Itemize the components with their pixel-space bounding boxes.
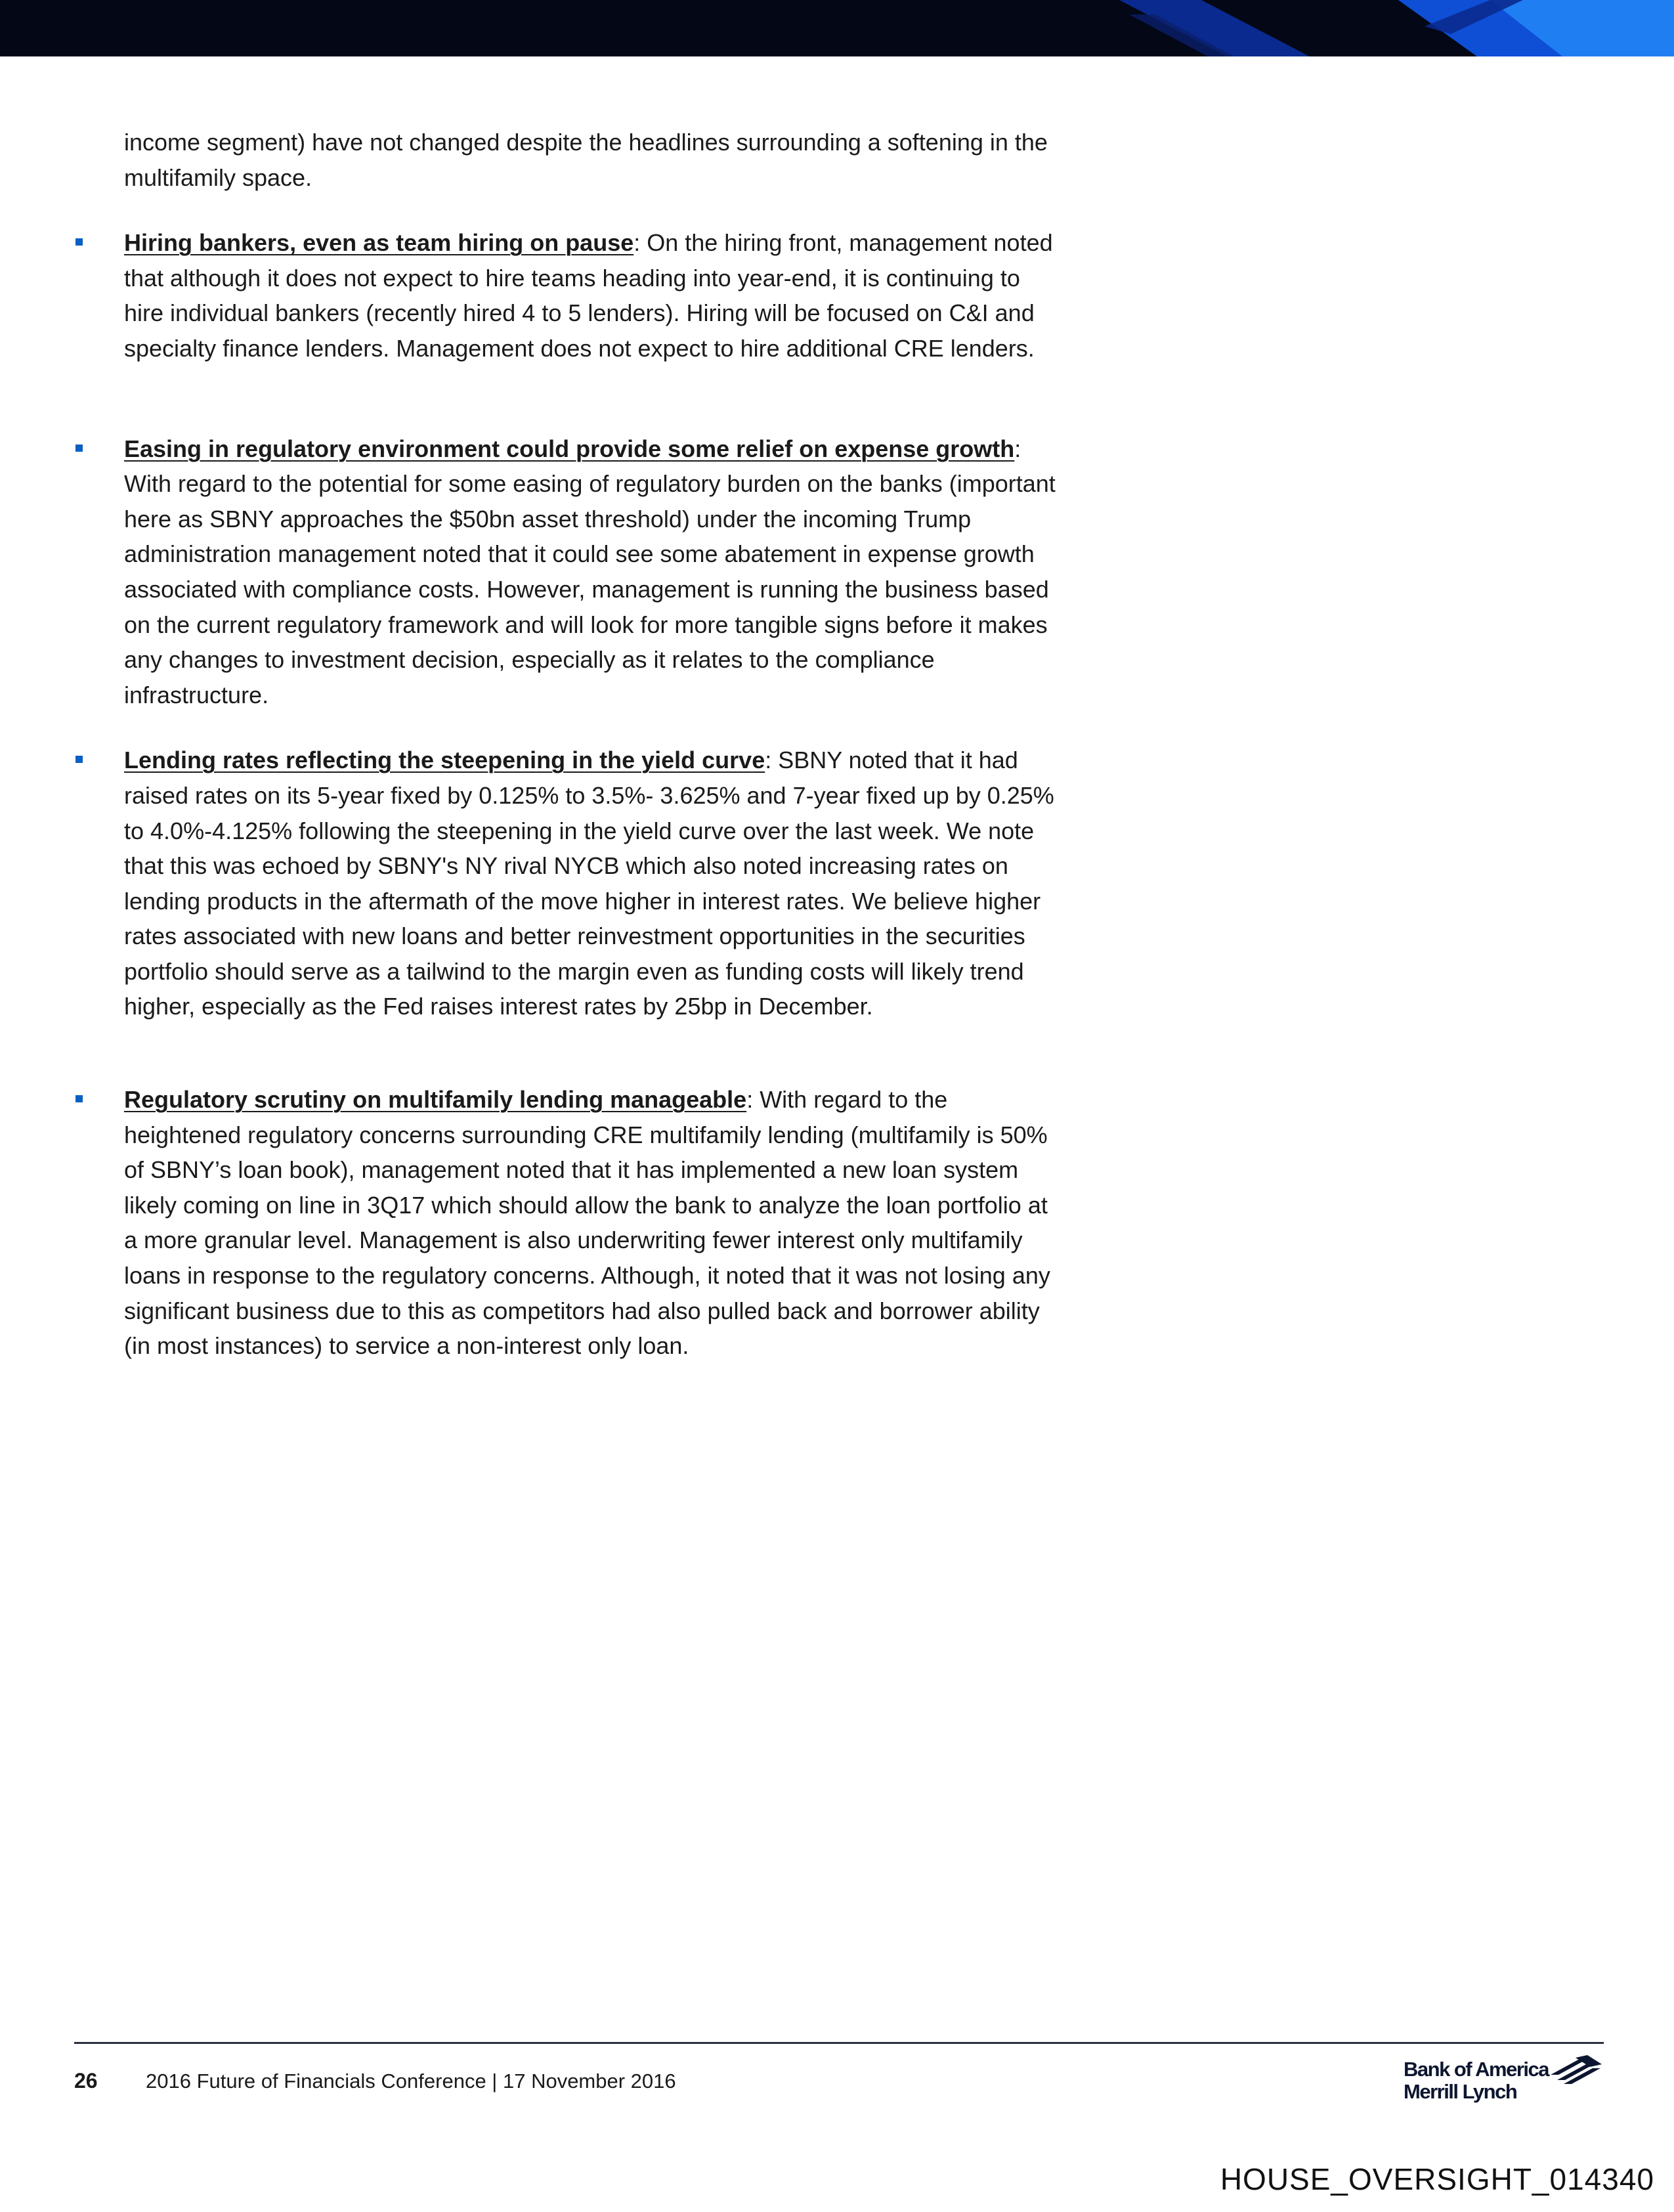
bullet-text: : On the hiring front, management noted that although it does not expect to hire teams heading into year-end, it is continuing to hire individual bankers (recently hired 4 to 5 lenders). Hiring will be focused on C&I and specialty finance lenders. Management does not expect to hire additional CRE lenders. [124,229,1053,362]
bullet-heading: Easing in regulatory environment could provide some relief on expense growth [124,435,1015,462]
bullet-regulatory-easing [124,431,1056,713]
bullet-text: : SBNY noted that it had raised rates on its 5-year fixed by 0.125% to 3.5%- 3.625% and 7-year fixed up by 0.25% to 4.0%-4.125% following the steepening in the yield curve over the last week. We note that this was echoed by SBNY's NY rival NYCB which also noted increasing rates on lending products in the aftermath of the move higher in interest rates. We believe higher rates associated with new loans and better reinvestment opportunities in the securities portfolio should serve as a tailwind to the margin even as funding costs will likely trend higher, especially as the Fed raises interest rates by 25bp in December. [124,747,1054,1020]
square-bullet-icon [75,756,83,763]
logo-line-1: Bank of America [1404,2058,1549,2081]
bullet-paragraph [124,1082,1056,1364]
header-chevron-graphic [0,0,1674,56]
continuation-paragraph: income segment) have not changed despite the headlines surrounding a softening in the multifamily space. [124,129,1048,191]
bullet-heading: Lending rates reflecting the steepening in the yield curve [124,747,765,774]
bullet-paragraph [124,431,1056,713]
square-bullet-icon [75,445,83,452]
flag-logo-icon [1549,2055,1603,2084]
bullet-lending-rates [124,743,1056,1024]
bullet-hiring-bankers [124,225,1056,366]
page-number: 26 [74,2069,98,2093]
logo-line-2: Merrill Lynch [1404,2080,1517,2103]
bank-of-america-merrill-lynch-logo [1404,2055,1607,2110]
header-band [0,0,1674,56]
article-body [124,125,1056,1364]
square-bullet-icon [75,1095,83,1102]
bates-stamp: HOUSE_OVERSIGHT_014340 [1220,2162,1654,2196]
square-bullet-icon [75,238,83,246]
bullet-text: : With regard to the potential for some easing of regulatory burden on the banks (important here as SBNY approaches the $50bn asset threshold) under the incoming Trump administration management noted that it could see some abatement in expense growth associated with compliance costs. However, management is running the business based on the current regulatory framework and will look for more tangible signs before it makes any changes to investment decision, especially as it relates to the compliance infrastructure. [124,435,1056,708]
bullet-paragraph [124,225,1056,366]
bullet-heading: Hiring bankers, even as team hiring on pause [124,229,634,257]
footer-divider [74,2042,1604,2044]
bullet-paragraph [124,743,1056,1024]
bullet-multifamily-scrutiny [124,1082,1056,1364]
bullet-heading: Regulatory scrutiny on multifamily lending manageable [124,1086,747,1114]
bullet-text: : With regard to the heightened regulatory concerns surrounding CRE multifamily lending (multifamily is 50% of SBNY’s loan book), management noted that it has implemented a new loan system likely coming on line in 3Q17 which should allow the bank to analyze the loan portfolio at a more granular level. Management is also underwriting fewer interest only multifamily loans in response to the regulatory concerns. Although, it noted that it was not losing any significant business due to this as competitors had also pulled back and borrower ability (in most instances) to service a non-interest only loan. [124,1086,1050,1360]
footer-conference-label: 2016 Future of Financials Conference | 17 November 2016 [146,2070,676,2093]
